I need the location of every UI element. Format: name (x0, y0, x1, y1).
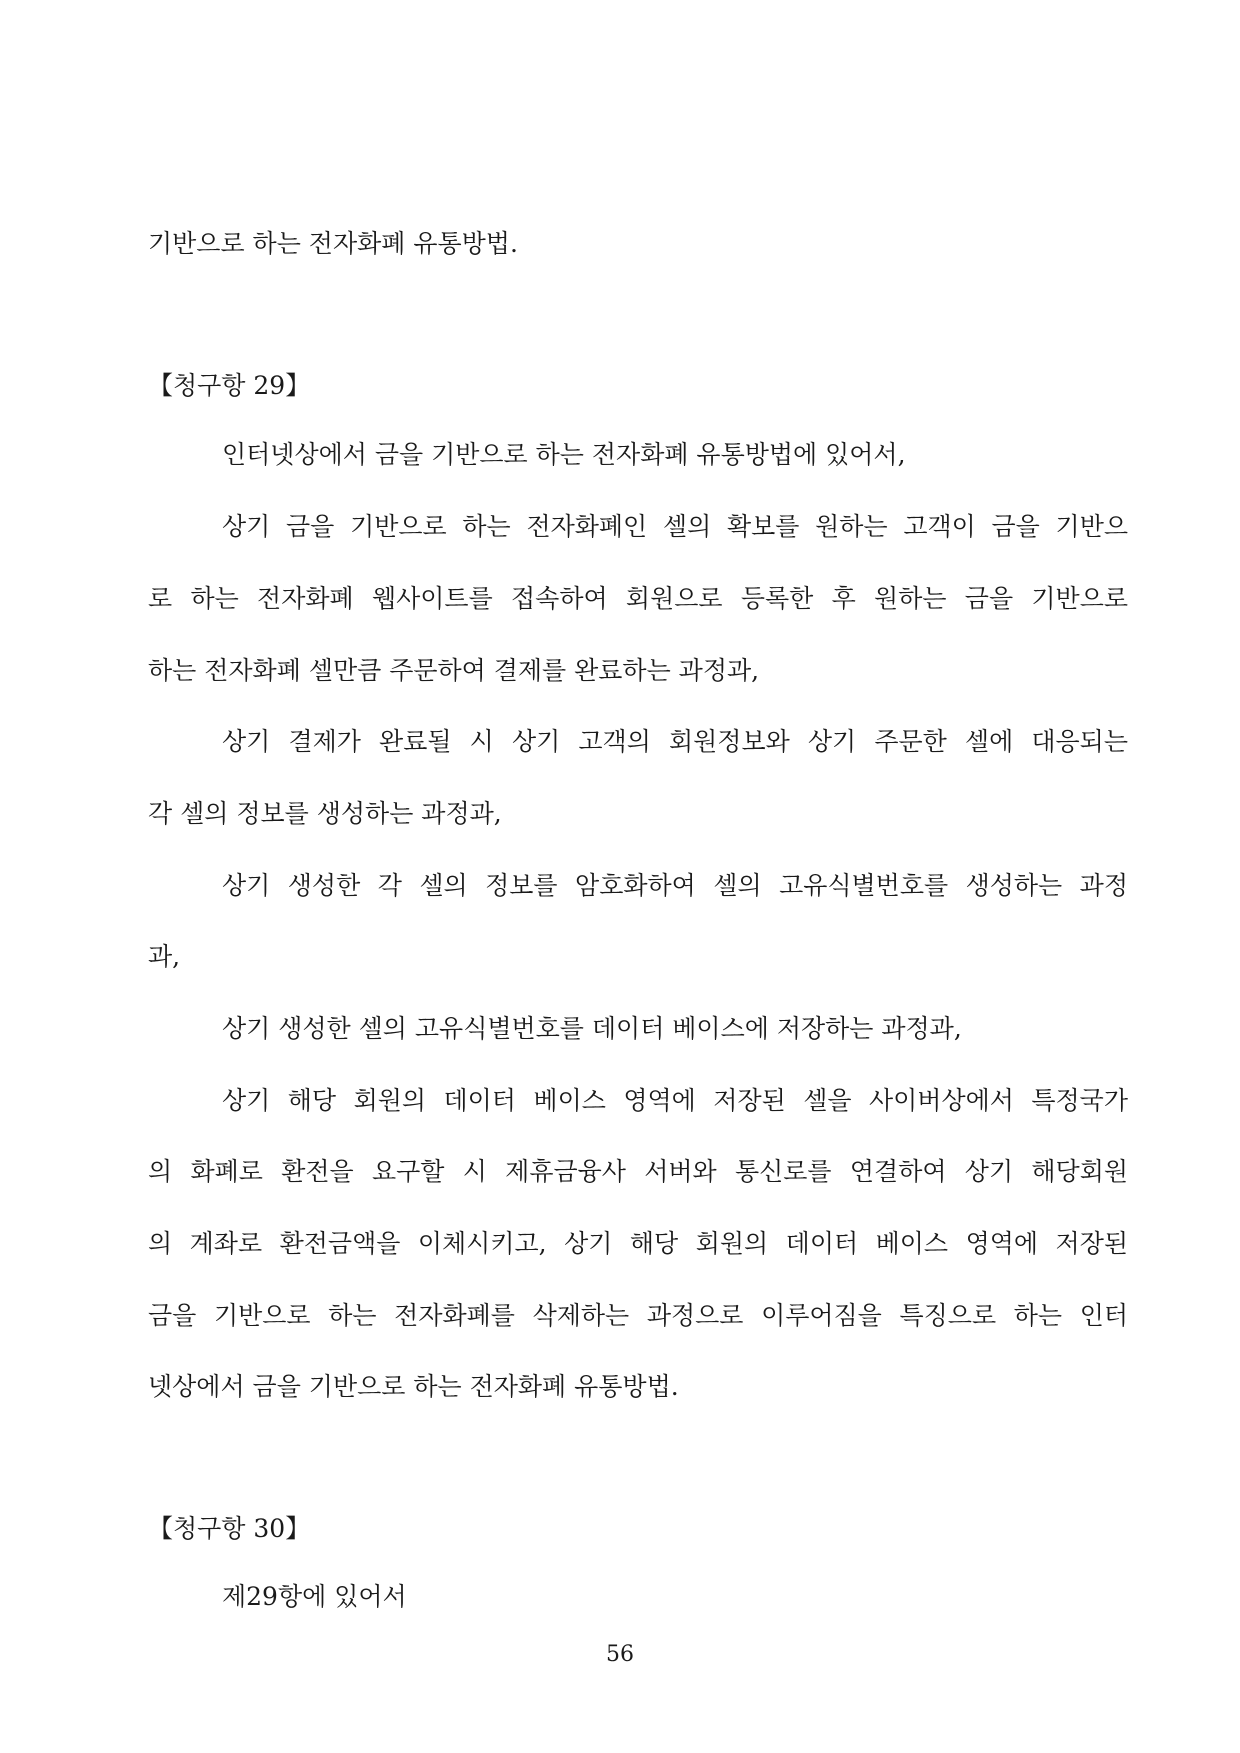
claim-29-line: 과, (148, 942, 181, 971)
claim-29-line: 넷상에서 금을 기반으로 하는 전자화폐 유통방법. (148, 1372, 679, 1401)
claim-29-line: 의 화폐로 환전을 요구할 시 제휴금융사 서버와 통신로를 연결하여 상기 해당회원 (148, 1157, 1128, 1186)
claim-29-line: 상기 생성한 셀의 고유식별번호를 데이터 베이스에 저장하는 과정과, (222, 1014, 962, 1043)
claim-29-line: 상기 결제가 완료될 시 상기 고객의 회원정보와 상기 주문한 셀에 대응되는 (222, 727, 1128, 756)
page-number: 56 (606, 1642, 634, 1667)
claim-30-line: 제29항에 있어서 (222, 1582, 407, 1611)
claim-29-line: 상기 생성한 각 셀의 정보를 암호화하여 셀의 고유식별번호를 생성하는 과정 (222, 871, 1128, 900)
claim-30-heading: 【청구항 30】 (148, 1514, 311, 1543)
claim-29-line: 상기 금을 기반으로 하는 전자화폐인 셀의 확보를 원하는 고객이 금을 기반으 (222, 512, 1128, 541)
claim-29-line: 의 계좌로 환전금액을 이체시키고, 상기 해당 회원의 데이터 베이스 영역에 저장된 (148, 1229, 1128, 1258)
claim-29-line: 상기 해당 회원의 데이터 베이스 영역에 저장된 셀을 사이버상에서 특정국가 (222, 1086, 1128, 1115)
intro-line: 기반으로 하는 전자화폐 유통방법. (148, 229, 518, 258)
claim-29-line: 각 셀의 정보를 생성하는 과정과, (148, 799, 502, 828)
claim-29-line: 인터넷상에서 금을 기반으로 하는 전자화폐 유통방법에 있어서, (222, 440, 906, 469)
claim-29-line: 하는 전자화폐 셀만큼 주문하여 결제를 완료하는 과정과, (148, 656, 760, 685)
claim-29-line: 로 하는 전자화폐 웹사이트를 접속하여 회원으로 등록한 후 원하는 금을 기반으로 (148, 584, 1128, 613)
claim-29-heading: 【청구항 29】 (148, 371, 311, 400)
claim-29-line: 금을 기반으로 하는 전자화폐를 삭제하는 과정으로 이루어짐을 특징으로 하는 인터 (148, 1301, 1128, 1330)
